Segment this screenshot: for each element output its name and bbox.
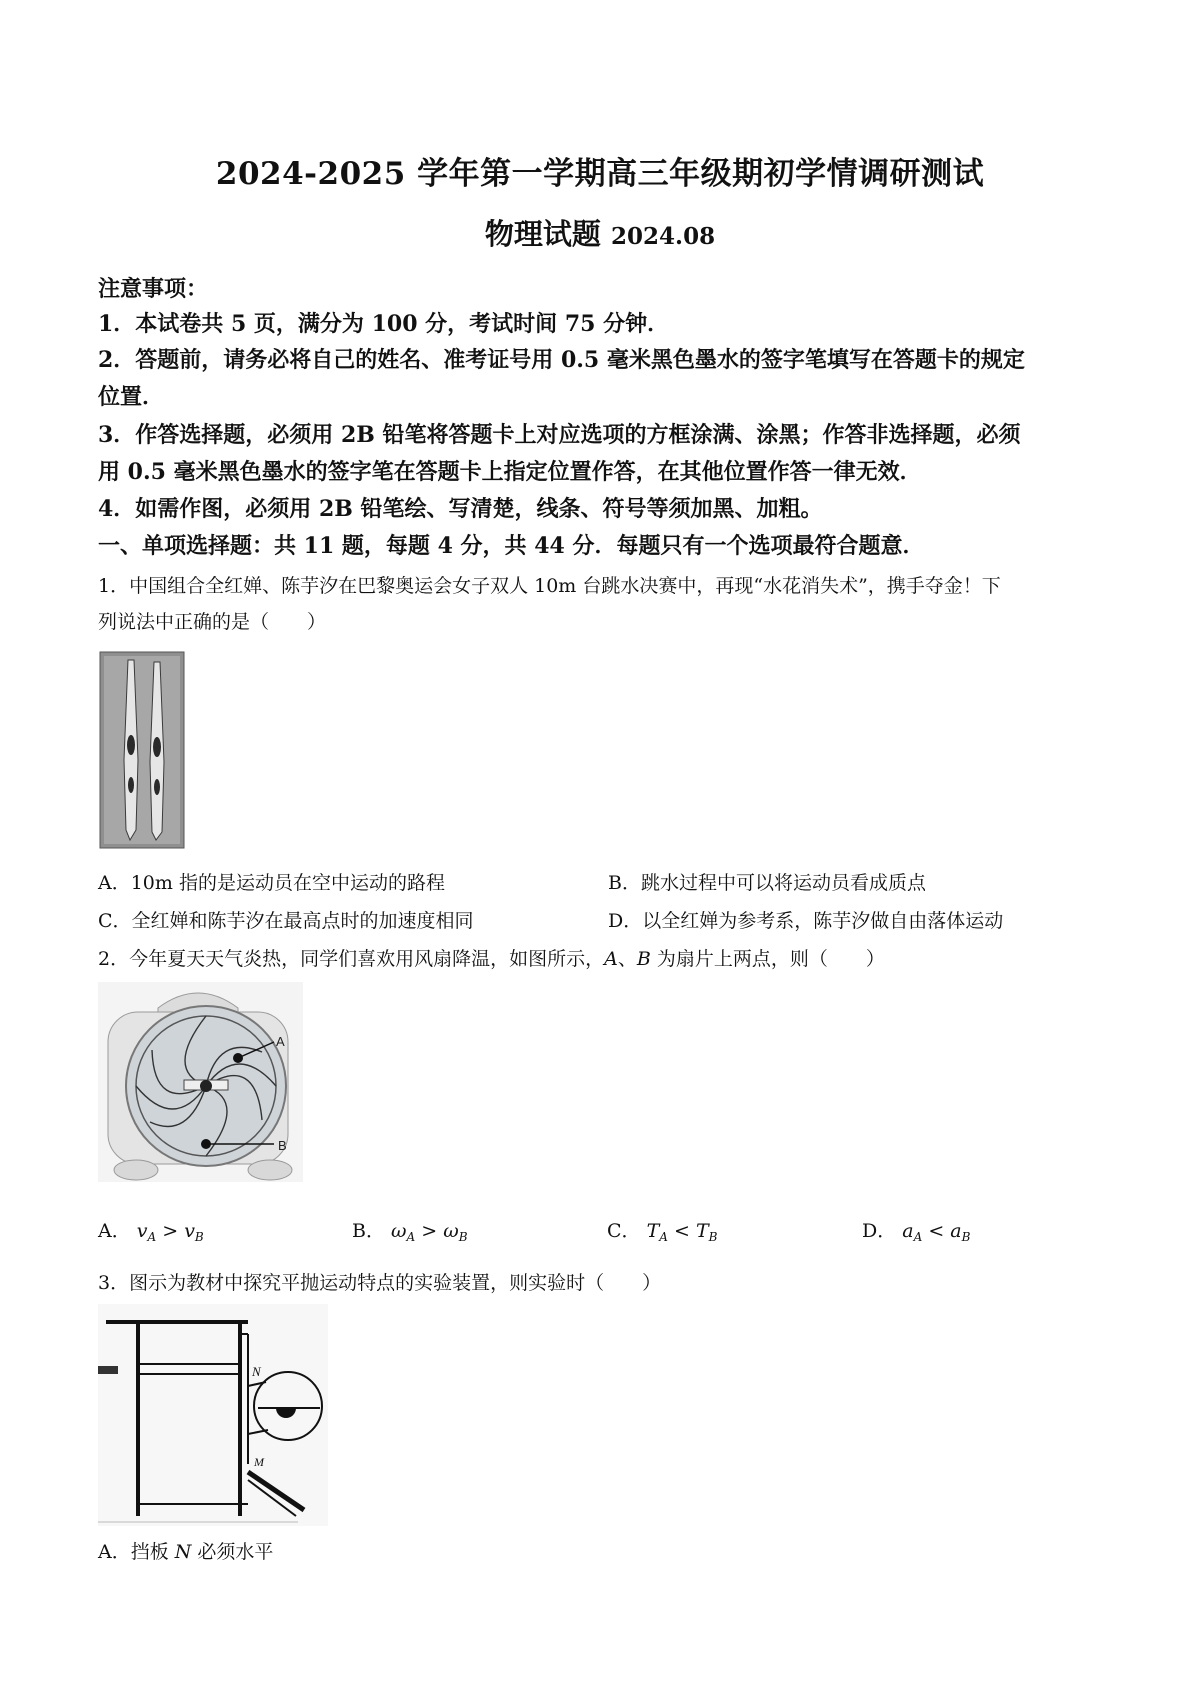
q2-option-c-var: T bbox=[646, 1220, 660, 1242]
q2-option-a-var: v bbox=[136, 1220, 148, 1242]
q2-option-d-letter: D． bbox=[862, 1220, 897, 1242]
q2-option-a-letter: A． bbox=[98, 1220, 131, 1242]
q1-option-d: D．以全红婵为参考系，陈芋汐做自由落体运动 bbox=[608, 910, 1004, 932]
apparatus-label-n: N bbox=[252, 1364, 261, 1379]
exam-date: 2024.08 bbox=[611, 223, 716, 250]
q2-option-d-var: a bbox=[902, 1220, 914, 1242]
q2-stem-sep: 、 bbox=[617, 948, 637, 970]
q2-option-b-relation: > bbox=[415, 1220, 444, 1242]
q2-option-c-var-2: T bbox=[695, 1220, 709, 1242]
q2-option-a-sub-1: A bbox=[147, 1230, 157, 1244]
q2-option-c-letter: C． bbox=[607, 1220, 641, 1242]
notice-item-2-line-1: 2．答题前，请务必将自己的姓名、准考证号用 0.5 毫米黑色墨水的签字笔填写在答题卡的规定 bbox=[98, 347, 1025, 373]
q2-option-b-sub-1: A bbox=[406, 1230, 416, 1244]
q3-option-a-pre: A．挡板 bbox=[98, 1541, 175, 1563]
q3-apparatus-figure bbox=[98, 1304, 328, 1526]
notice-item-1: 1．本试卷共 5 页，满分为 100 分，考试时间 75 分钟． bbox=[98, 311, 670, 337]
q2-option-d-sub-2: B bbox=[961, 1230, 971, 1244]
q2-option-a bbox=[98, 1216, 204, 1244]
q2-option-d-var-2: a bbox=[950, 1220, 962, 1242]
q2-option-b bbox=[352, 1216, 468, 1244]
q2-option-a-var-2: v bbox=[184, 1220, 195, 1242]
notice-item-3-line-1: 3．作答选择题，必须用 2B 铅笔将答题卡上对应选项的方框涂满、涂黑；作答非选择题，必须 bbox=[98, 422, 1021, 448]
fan-label-a: A bbox=[276, 1034, 285, 1049]
q2-point-b: B bbox=[636, 948, 651, 970]
q2-option-c bbox=[607, 1216, 717, 1244]
q2-fan-figure bbox=[98, 982, 303, 1182]
q2-option-b-var-2: ω bbox=[443, 1220, 459, 1242]
q3-option-a-post: 必须水平 bbox=[191, 1541, 274, 1563]
q2-point-a: A bbox=[604, 948, 618, 970]
q1-stem-line-1: 1．中国组合全红婵、陈芋汐在巴黎奥运会女子双人 10m 台跳水决赛中，再现“水花消失术”，携手夺金！下 bbox=[98, 575, 1001, 597]
q2-stem-post: 为扇片上两点，则（ ） bbox=[650, 948, 885, 970]
q3-option-a-var: N bbox=[174, 1541, 192, 1563]
page-subtitle bbox=[0, 212, 1200, 253]
q2-option-c-relation: < bbox=[667, 1220, 696, 1242]
q2-stem-pre: 2．今年夏天天气炎热，同学们喜欢用风扇降温，如图所示， bbox=[98, 948, 605, 970]
subject-title: 物理试题 bbox=[484, 217, 601, 251]
notice-heading: 注意事项： bbox=[98, 276, 209, 302]
q2-option-d bbox=[862, 1216, 970, 1244]
page-title: 2024-2025 学年第一学期高三年级期初学情调研测试 bbox=[215, 156, 985, 192]
notice-item-2-line-2: 位置． bbox=[98, 384, 165, 410]
q1-stem-line-2: 列说法中正确的是（ ） bbox=[98, 611, 327, 633]
q3-stem: 3．图示为教材中探究平抛运动特点的实验装置，则实验时（ ） bbox=[98, 1272, 662, 1294]
q2-option-d-relation: < bbox=[922, 1220, 951, 1242]
q2-option-c-sub-2: B bbox=[708, 1230, 718, 1244]
section-1-heading: 一、单项选择题：共 11 题，每题 4 分，共 44 分．每题只有一个选项最符合题意． bbox=[98, 533, 925, 559]
q2-option-b-letter: B． bbox=[352, 1220, 385, 1242]
q2-option-b-sub-2: B bbox=[458, 1230, 468, 1244]
notice-item-4: 4．如需作图，必须用 2B 铅笔绘、写清楚，线条、符号等须加黑、加粗。 bbox=[98, 496, 823, 522]
fan-label-b: B bbox=[278, 1138, 287, 1153]
q2-option-a-relation: > bbox=[156, 1220, 185, 1242]
q1-option-c: C．全红婵和陈芋汐在最高点时的加速度相同 bbox=[98, 910, 474, 932]
q1-option-b: B．跳水过程中可以将运动员看成质点 bbox=[608, 872, 926, 894]
notice-item-3-line-2: 用 0.5 毫米黑色墨水的签字笔在答题卡上指定位置作答，在其他位置作答一律无效． bbox=[98, 459, 922, 485]
q1-option-a: A．10m 指的是运动员在空中运动的路程 bbox=[98, 872, 445, 894]
q2-option-d-sub-1: A bbox=[913, 1230, 923, 1244]
q2-option-b-var: ω bbox=[391, 1220, 407, 1242]
q2-option-c-sub-1: A bbox=[659, 1230, 668, 1244]
apparatus-label-m: M bbox=[254, 1455, 264, 1469]
q3-option-a bbox=[98, 1537, 273, 1564]
q2-stem bbox=[98, 944, 1118, 971]
q1-divers-photo bbox=[98, 650, 186, 850]
q2-option-a-sub-2: B bbox=[194, 1230, 204, 1244]
